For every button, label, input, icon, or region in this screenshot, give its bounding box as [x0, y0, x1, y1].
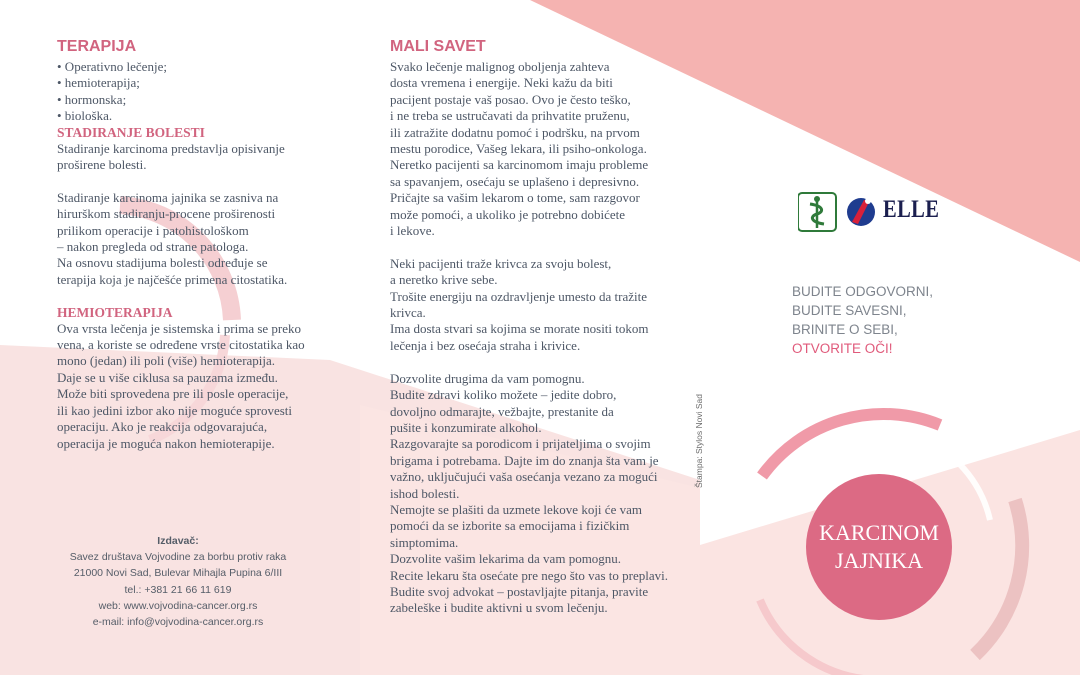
therapy-heading: TERAPIJA [57, 38, 137, 55]
text-line: Razgovarajte sa porodicom i prijateljima o svojim [390, 436, 651, 452]
text-line: a neretko krive sebe. [390, 272, 498, 288]
text-line: i ne treba se ustručavati da prihvatite pruženu, [390, 108, 630, 124]
print-note: Štampa: Stylos Novi Sad [694, 393, 704, 488]
publisher-phone: tel.: +381 21 66 11 619 [124, 583, 232, 596]
advice-paragraph-1 [390, 59, 690, 239]
text-line: Može biti sprovedena pre ili posle operacije, [57, 386, 289, 402]
text-line: mono (jedan) ili poli (više) hemioterapija. [57, 353, 276, 369]
elle-logo-text: ELLE [883, 196, 940, 223]
text-line: Na osnovu stadijuma bolesti određuje se [57, 255, 268, 271]
text-line: brigama i potrebama. Dajte im do znanja šta vam je [390, 452, 659, 468]
advice-paragraph-2 [390, 256, 690, 354]
text-line: Budite zdravi koliko možete – jedite dobro, [390, 387, 617, 403]
panel-left [57, 38, 347, 452]
text-line: Svako lečenje malignog oboljenja zahteva [390, 59, 610, 74]
text-line: terapija koja je najčešće primena citostatika. [57, 271, 288, 287]
text-line: pušite i konzumirate alkohol. [390, 419, 542, 435]
text-line: operacija je moguća nakon hemioterapije. [57, 435, 275, 451]
list-item: • hormonska; [57, 91, 127, 107]
text-line: vena, a koriste se određene vrste citostatika kao [57, 337, 305, 353]
text-line: pomoći da se izborite sa emocijama i fizičkim [390, 518, 630, 534]
text-line: prilikom operacije i patohistološkom [57, 222, 249, 238]
text-line: Nemojte se plašiti da uzmete lekove koji će vam [390, 501, 642, 517]
publisher-title: Izdavač: [157, 535, 199, 547]
text-line: krivca. [390, 305, 426, 321]
text-line: ili kao jedini izbor ako nije moguće sprovesti [57, 402, 293, 418]
text-line: ili zatražite dodatnu pomoć i podršku, na prvom [390, 124, 640, 140]
therapy-list [57, 59, 347, 125]
text-line: Dozvolite vašim lekarima da vam pomognu. [390, 551, 622, 567]
cover-title-line: JAJNIKA [835, 548, 923, 573]
text-line: sa spavanjem, osećaju se uplašeno i depresivno. [390, 173, 640, 189]
text-line: dovoljno odmarajte, vežbajte, prestanite da [390, 403, 614, 419]
chemo-heading: HEMIOTERAPIJA [57, 304, 173, 320]
publisher-line: Savez društava Vojvodine za borbu protiv raka [69, 551, 287, 564]
text-line: Budite svoj advokat – postavljajte pitanja, pravite [390, 583, 649, 599]
motto-line: BUDITE SAVESNI, [792, 303, 907, 318]
text-line: Ova vrsta lečenja je sistemska i prima se preko [57, 320, 302, 336]
text-line: važno, uključujući vaša osećanja vezano za mogući [390, 469, 658, 485]
text-line: Neretko pacijenti sa karcinomom imaju probleme [390, 157, 649, 173]
text-line: Pričajte sa vašim lekarom o tome, sam razgovor [390, 190, 640, 206]
publisher-block [60, 533, 296, 630]
text-line: simptomima. [390, 534, 459, 550]
text-line: i lekove. [390, 223, 435, 239]
publisher-email: e-mail: info@vojvodina-cancer.org.rs [92, 616, 264, 629]
text-line: dosta vremena i energije. Neki kažu da biti [390, 75, 613, 91]
cover-title [806, 474, 952, 620]
text-line: proširene bolesti. [57, 157, 147, 173]
text-line: Recite lekaru šta osećate pre nego što vas to preplavi. [390, 567, 668, 583]
motto-block [792, 282, 933, 358]
cover-title-line: KARCINOM [819, 520, 939, 545]
text-line: zabeleške i budite aktivni u svom lečenju. [390, 600, 608, 616]
text-line: lečenja i bez osećaja straha i krivice. [390, 337, 581, 353]
info-person-logo-icon [847, 198, 875, 226]
text-line: Neki pacijenti traže krivca za svoju bolest, [390, 255, 612, 271]
text-line: Ima dosta stvari sa kojima se morate nositi tokom [390, 321, 649, 337]
caduceus-logo-icon [798, 193, 836, 231]
text-line: hirurškom stadiranju-procene proširenosti [57, 206, 276, 222]
text-line: ishod bolesti. [390, 485, 460, 501]
list-item: • Operativno lečenje; [57, 59, 167, 74]
advice-paragraph-3 [390, 371, 690, 617]
publisher-line: 21000 Novi Sad, Bulevar Mihajla Pupina 6/III [73, 567, 283, 580]
staging-heading: STADIRANJE BOLESTI [57, 124, 205, 140]
panel-middle [390, 38, 690, 617]
text-line: Dozvolite drugima da vam pomognu. [390, 370, 585, 386]
motto-line: BUDITE ODGOVORNI, [792, 284, 934, 299]
publisher-web: web: www.vojvodina-cancer.org.rs [98, 599, 258, 612]
list-item: • hemioterapija; [57, 75, 140, 91]
text-line: pacijent postaje vaš posao. Ovo je često teško, [390, 91, 631, 107]
list-item: • biološka. [57, 108, 113, 124]
text-line: Daje se u više ciklusa sa pauzama između. [57, 369, 278, 385]
motto-line: BRINITE O SEBI, [792, 322, 898, 337]
text-line: Trošite energiju na ozdravljenje umesto da tražite [390, 288, 648, 304]
text-line: – nakon pregleda od strane patologa. [57, 239, 249, 255]
text-line: mestu porodice, Vašeg lekara, ili psiho-onkologa. [390, 141, 647, 157]
text-line: operaciju. Ako je reakcija odgovarajuća, [57, 419, 268, 435]
motto-accent: OTVORITE OČI! [792, 341, 893, 356]
advice-heading: MALI SAVET [390, 38, 486, 55]
text-line: Stadiranje karcinoma jajnika se zasniva na [57, 189, 279, 205]
text-line: može pomoći, a ukoliko je potrebno dobićete [390, 206, 626, 222]
text-line: Stadiranje karcinoma predstavlja opisivanje [57, 140, 285, 156]
